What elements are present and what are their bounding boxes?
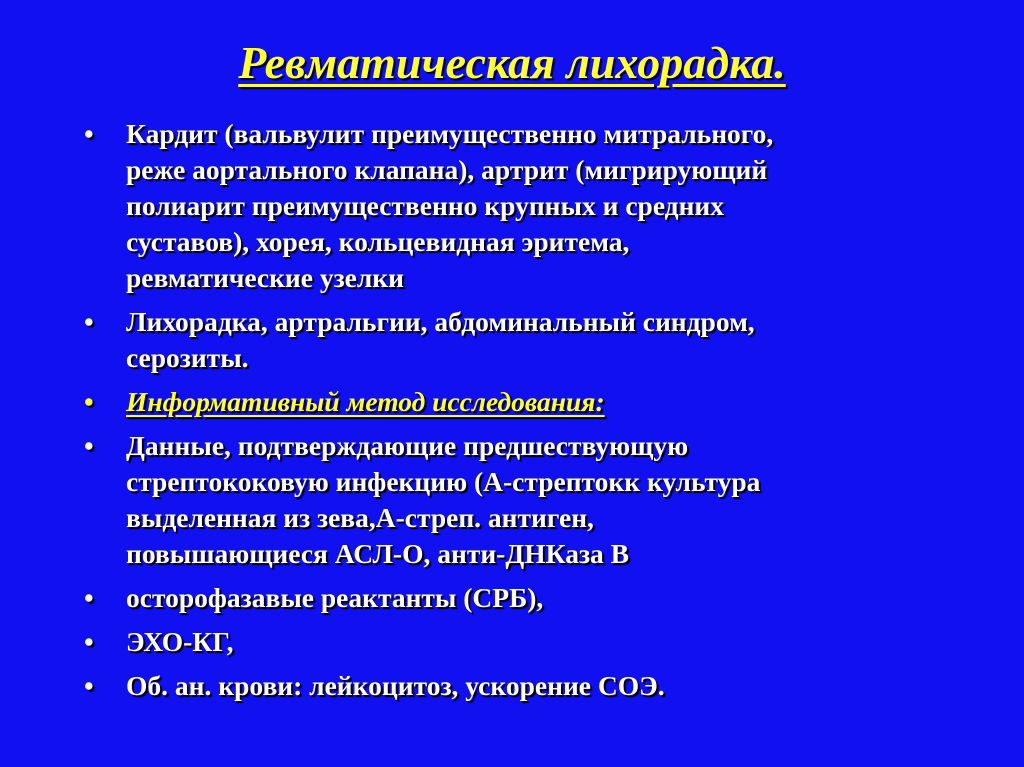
bullet-item-acute-phase: [84, 580, 964, 616]
bullet-dot-icon: •: [84, 626, 94, 657]
bullet-item-clinical-signs: [84, 116, 964, 296]
bullet-dot-icon: •: [84, 670, 94, 701]
bullet-item-blood-test: [84, 668, 964, 704]
bullet-dot-icon: •: [84, 430, 94, 461]
bullet-item-echo: [84, 624, 964, 660]
bullet-text: Об. ан. крови: лейкоцитоз, ускорение СОЭ.: [126, 670, 665, 701]
bullet-text: ЭХО-КГ,: [126, 626, 234, 657]
bullet-dot-icon: •: [84, 386, 94, 417]
bullet-dot-icon: •: [84, 306, 94, 337]
bullet-dot-icon: •: [84, 582, 94, 613]
bullet-item-method-heading: [84, 384, 964, 420]
bullet-text: Лихорадка, артральгии, абдоминальный синдром, серозиты.: [126, 306, 755, 373]
bullet-item-strep-evidence: [84, 428, 964, 572]
slide-title: Ревматическая лихорадка.: [238, 37, 786, 88]
bullet-text: Информативный метод исследования:: [126, 386, 605, 417]
bullet-dot-icon: •: [84, 118, 94, 149]
bullet-text: осторофазавые реактанты (СРБ),: [126, 582, 544, 613]
bullet-text: Кардит (вальвулит преимущественно митрального, реже аортального клапана), артрит (мигрирующий полиарит преимущественно крупных и средних суставов), хорея, кольцевидная эритема, ревматические узелки: [126, 118, 774, 293]
bullet-item-minor-signs: [84, 304, 964, 376]
bullet-text: Данные, подтверждающие предшествующую стрептококовую инфекцию (А-стрептокк культура выделенная из зева,А-стреп. антиген, повышающиеся АСЛ-О, анти-ДНКаза В: [126, 430, 761, 569]
bullet-list: [84, 116, 964, 712]
